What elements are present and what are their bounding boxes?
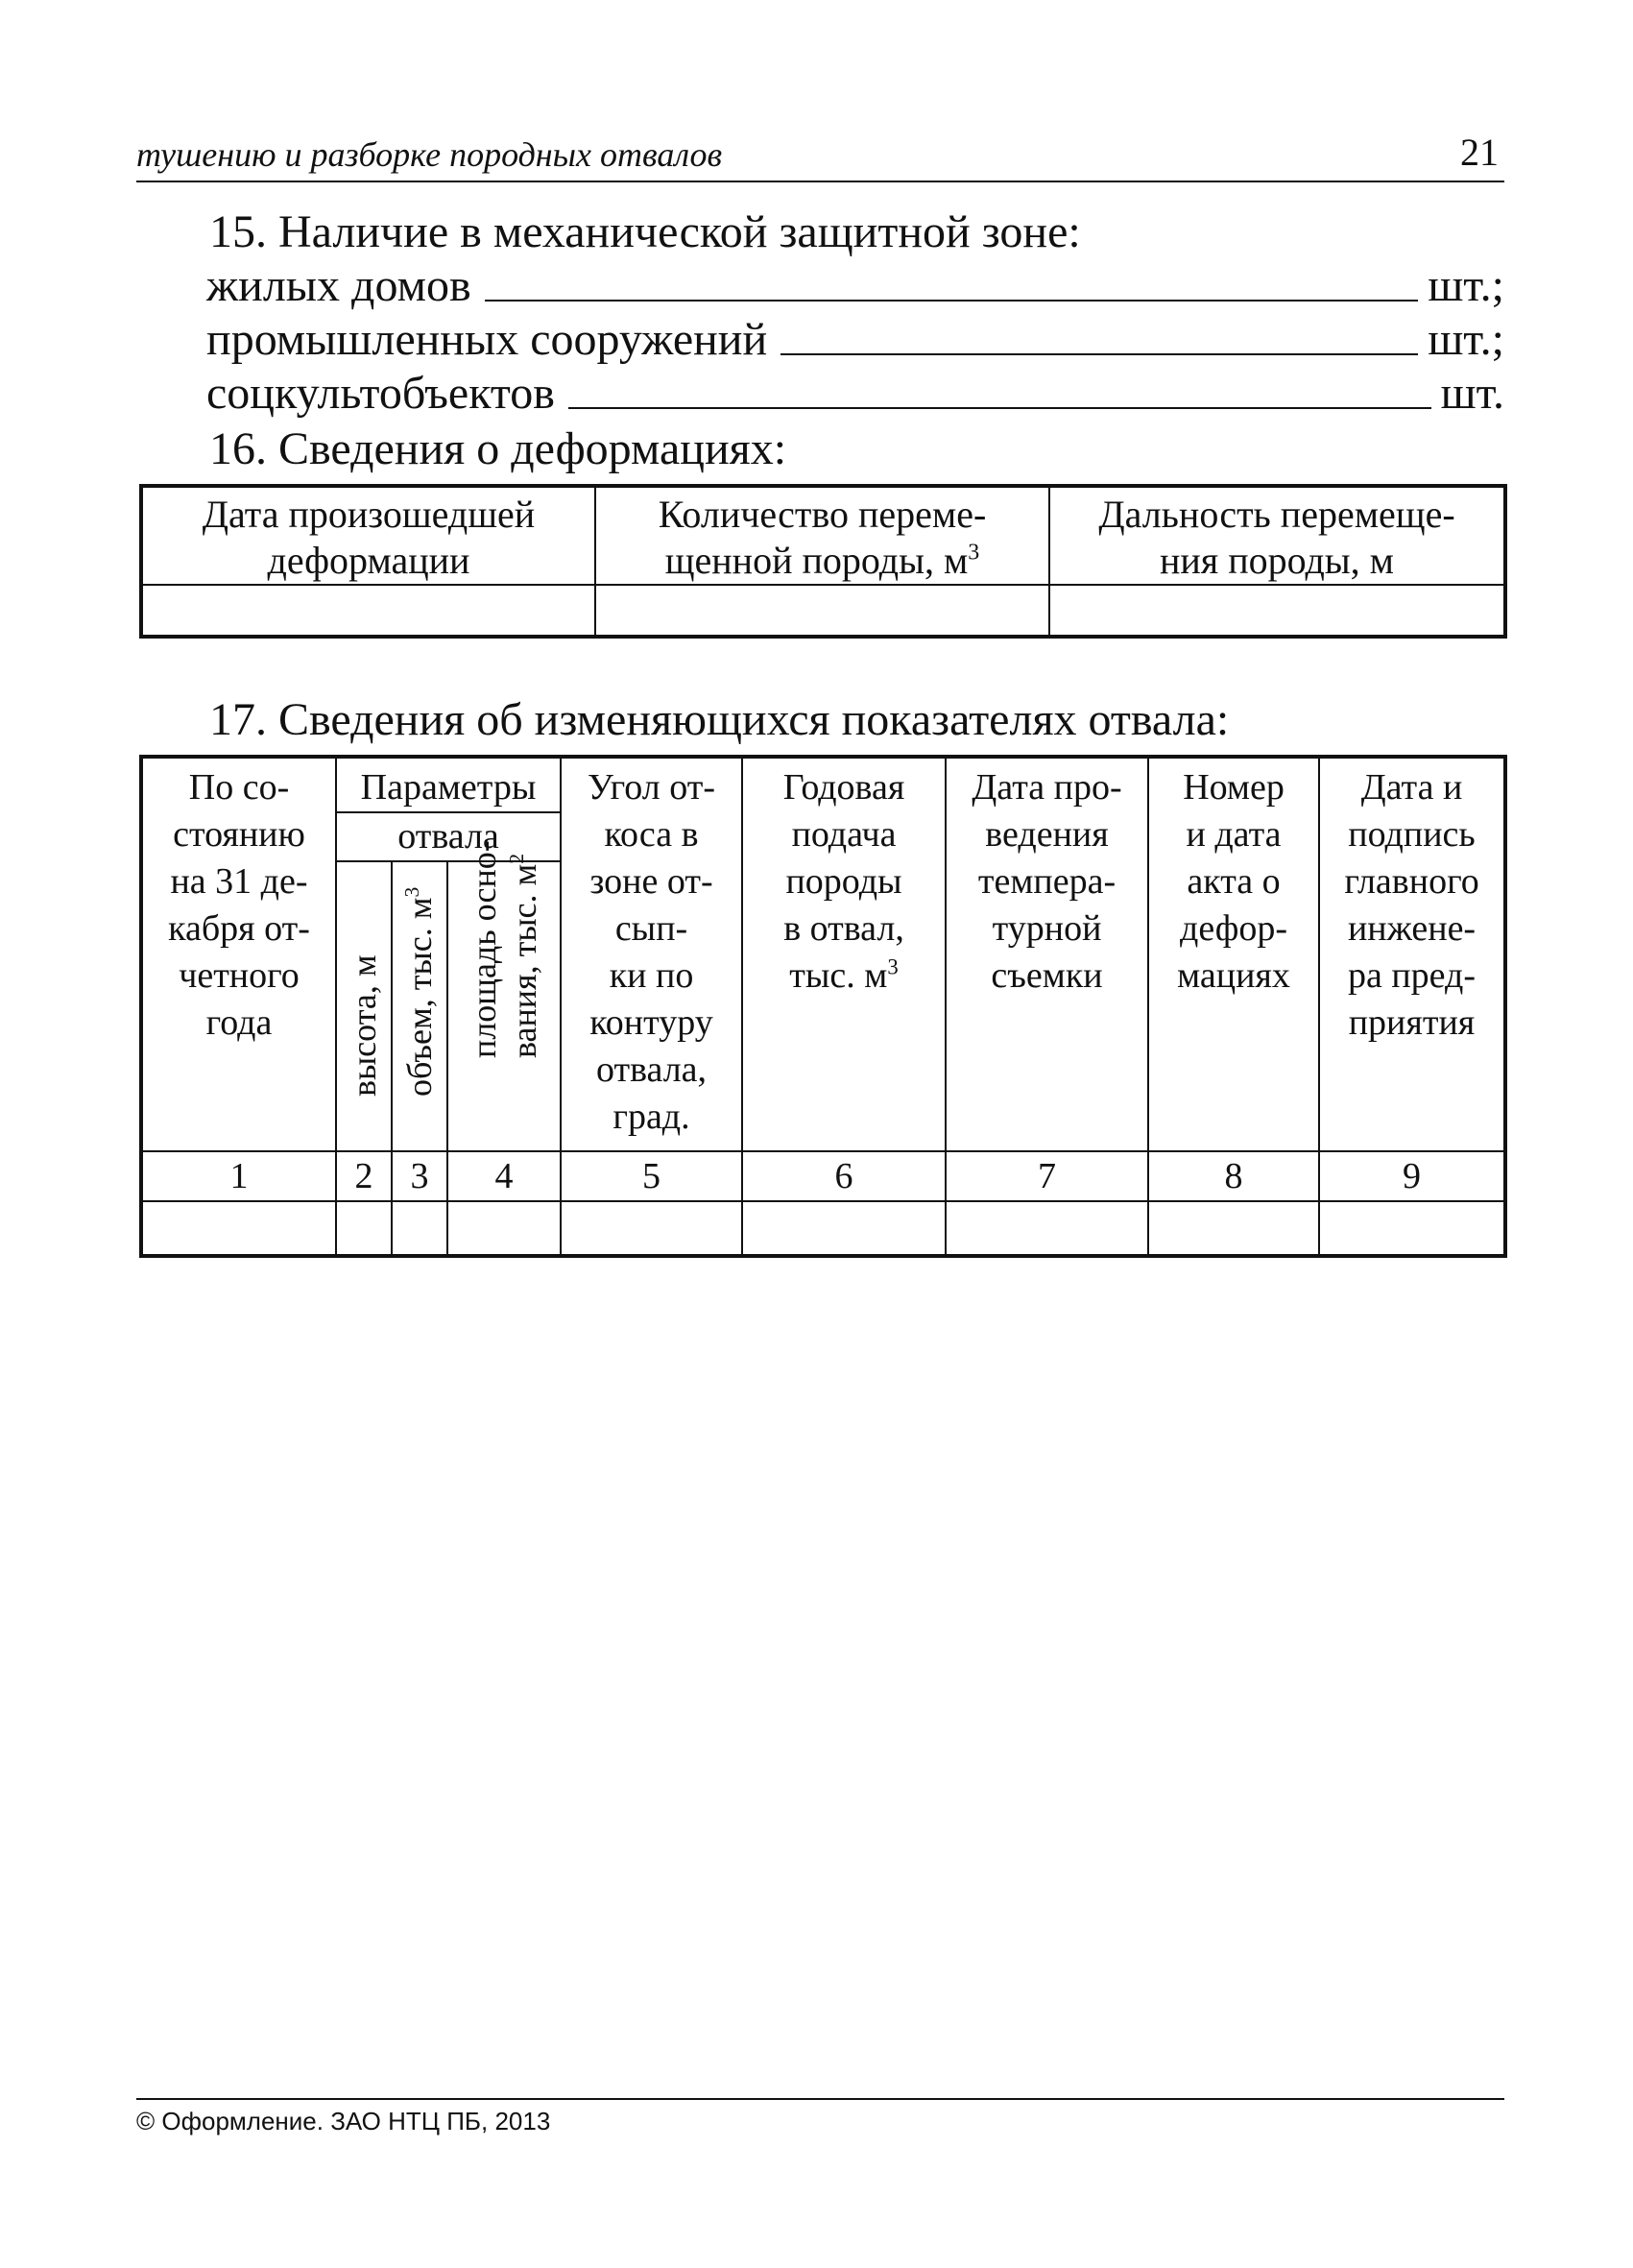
section-17-heading: 17. Сведения об изменяющихся показателях отвала: xyxy=(209,694,1230,745)
header-line: мациях xyxy=(1177,955,1290,996)
header-line: отвала xyxy=(337,811,560,860)
header-line: Дата произошедшей xyxy=(202,493,536,536)
fill-line-label: жилых домов xyxy=(206,260,471,311)
header-line: Угол от- xyxy=(588,767,715,808)
header-line: года xyxy=(205,1002,273,1043)
header-line: съемки xyxy=(991,955,1103,996)
header-line: ки по xyxy=(609,955,694,996)
table-cell[interactable] xyxy=(946,1201,1148,1256)
header-line: град. xyxy=(612,1097,690,1137)
column-number: 5 xyxy=(561,1151,742,1201)
column-header-signature xyxy=(1319,757,1505,1151)
header-line: приятия xyxy=(1348,1002,1476,1043)
header-line xyxy=(596,538,1048,584)
table-header-row xyxy=(141,757,1505,861)
header-line: турной xyxy=(992,908,1102,949)
subheader-volume xyxy=(392,861,447,1151)
table-row xyxy=(141,585,1505,637)
header-line: главного xyxy=(1344,861,1479,902)
fill-line-label: соцкультобъектов xyxy=(206,368,555,419)
column-number: 3 xyxy=(392,1151,447,1201)
header-line: темпера- xyxy=(977,861,1117,902)
header-line: контуру xyxy=(589,1002,713,1043)
header-line: инжене- xyxy=(1347,908,1477,949)
header-line: Количество переме- xyxy=(658,493,987,536)
header-line: Дата и xyxy=(1360,767,1463,808)
subheader-base-area xyxy=(447,840,561,1151)
fill-line-social xyxy=(206,367,1504,421)
dump-indicators-table xyxy=(139,755,1507,1258)
rotated-text: вания, тыс. м xyxy=(505,863,543,1058)
table-cell[interactable] xyxy=(392,1201,447,1256)
table-header-row xyxy=(141,486,1505,585)
table-cell[interactable] xyxy=(742,1201,946,1256)
header-line: на 31 де- xyxy=(170,861,308,902)
header-line: коса в xyxy=(604,814,699,855)
column-header xyxy=(595,486,1049,585)
table-cell[interactable] xyxy=(447,1201,561,1256)
column-header-date xyxy=(141,757,336,1151)
rotated-label xyxy=(464,840,544,1058)
deformation-table xyxy=(139,484,1507,639)
rotated-label xyxy=(398,887,441,1097)
fill-line-unit: шт. xyxy=(1440,368,1504,419)
header-line: в отвал, xyxy=(783,908,904,949)
table-cell[interactable] xyxy=(1148,1201,1319,1256)
rotated-line xyxy=(504,840,544,1058)
superscript: 3 xyxy=(887,954,899,979)
header-line: Параметры xyxy=(360,767,537,808)
header-line: акта о xyxy=(1187,861,1281,902)
rotated-label: высота, м xyxy=(345,954,383,1097)
footer-rule xyxy=(136,2098,1504,2100)
header-line: отвала, xyxy=(595,1050,708,1090)
fill-line-unit: шт.; xyxy=(1428,260,1504,311)
running-header xyxy=(136,123,1504,182)
header-line: Номер xyxy=(1183,767,1285,808)
header-line: зоне от- xyxy=(589,861,713,902)
blank-field[interactable] xyxy=(780,352,1418,355)
header-line: дефор- xyxy=(1180,908,1287,949)
rotated-text: объем, тыс. м xyxy=(400,897,439,1097)
fill-line-industrial xyxy=(206,313,1504,367)
fill-line-label: промышленных сооружений xyxy=(206,314,768,365)
table-cell[interactable] xyxy=(1049,585,1505,637)
column-header-slope-angle xyxy=(561,757,742,1151)
column-number: 7 xyxy=(946,1151,1148,1201)
section-16-heading: 16. Сведения о деформациях: xyxy=(209,423,787,474)
column-number: 1 xyxy=(141,1151,336,1201)
header-text: щенной породы, м xyxy=(664,539,969,582)
column-header-act-number xyxy=(1148,757,1319,1151)
superscript: 3 xyxy=(400,886,423,898)
section-15-heading: 15. Наличие в механической защитной зоне: xyxy=(209,206,1081,257)
header-line: По со- xyxy=(188,767,290,808)
column-number: 4 xyxy=(447,1151,561,1201)
column-header xyxy=(1049,486,1505,585)
column-number: 6 xyxy=(742,1151,946,1201)
fill-line-residential xyxy=(206,259,1504,313)
table-cell[interactable] xyxy=(595,585,1049,637)
column-number: 2 xyxy=(336,1151,392,1201)
table-cell[interactable] xyxy=(141,1201,336,1256)
header-line: Дата про- xyxy=(972,767,1122,808)
superscript: 3 xyxy=(968,540,980,566)
table-cell[interactable] xyxy=(336,1201,392,1256)
header-line: ния породы, м xyxy=(1159,539,1394,582)
column-header xyxy=(141,486,595,585)
column-number: 9 xyxy=(1319,1151,1505,1201)
column-number-row xyxy=(141,1151,1505,1201)
header-line: кабря от- xyxy=(168,908,310,949)
header-line: стоянию xyxy=(173,814,305,855)
header-line: деформации xyxy=(267,539,470,582)
header-line xyxy=(743,953,945,1000)
blank-field[interactable] xyxy=(485,299,1419,302)
header-line: подача xyxy=(791,814,897,855)
header-line: Дальность перемеще- xyxy=(1098,493,1455,536)
header-line: ра пред- xyxy=(1347,955,1477,996)
header-line: ведения xyxy=(985,814,1109,855)
table-cell[interactable] xyxy=(141,585,595,637)
header-text: тыс. м xyxy=(789,955,888,996)
header-line: и дата xyxy=(1186,814,1282,855)
header-line: сып- xyxy=(614,908,688,949)
header-line: четного xyxy=(179,955,300,996)
running-title: тушению и разборке породных отвалов xyxy=(136,135,723,174)
header-line: подпись xyxy=(1348,814,1476,855)
header-line: породы xyxy=(785,861,902,902)
footer-copyright: © Оформление. ЗАО НТЦ ПБ, 2013 xyxy=(136,2107,551,2135)
table-cell[interactable] xyxy=(1319,1201,1505,1256)
header-line: Годовая xyxy=(782,767,905,808)
superscript: 2 xyxy=(505,853,528,864)
column-header-annual-supply xyxy=(742,757,946,1151)
column-header-survey-date xyxy=(946,757,1148,1151)
blank-field[interactable] xyxy=(568,406,1431,409)
table-row xyxy=(141,1201,1505,1256)
fill-line-unit: шт.; xyxy=(1428,314,1504,365)
column-number: 8 xyxy=(1148,1151,1319,1201)
rotated-text: площадь осно- xyxy=(465,840,503,1058)
subheader-height xyxy=(336,861,392,1151)
page-number: 21 xyxy=(1460,131,1499,174)
table-cell[interactable] xyxy=(561,1201,742,1256)
